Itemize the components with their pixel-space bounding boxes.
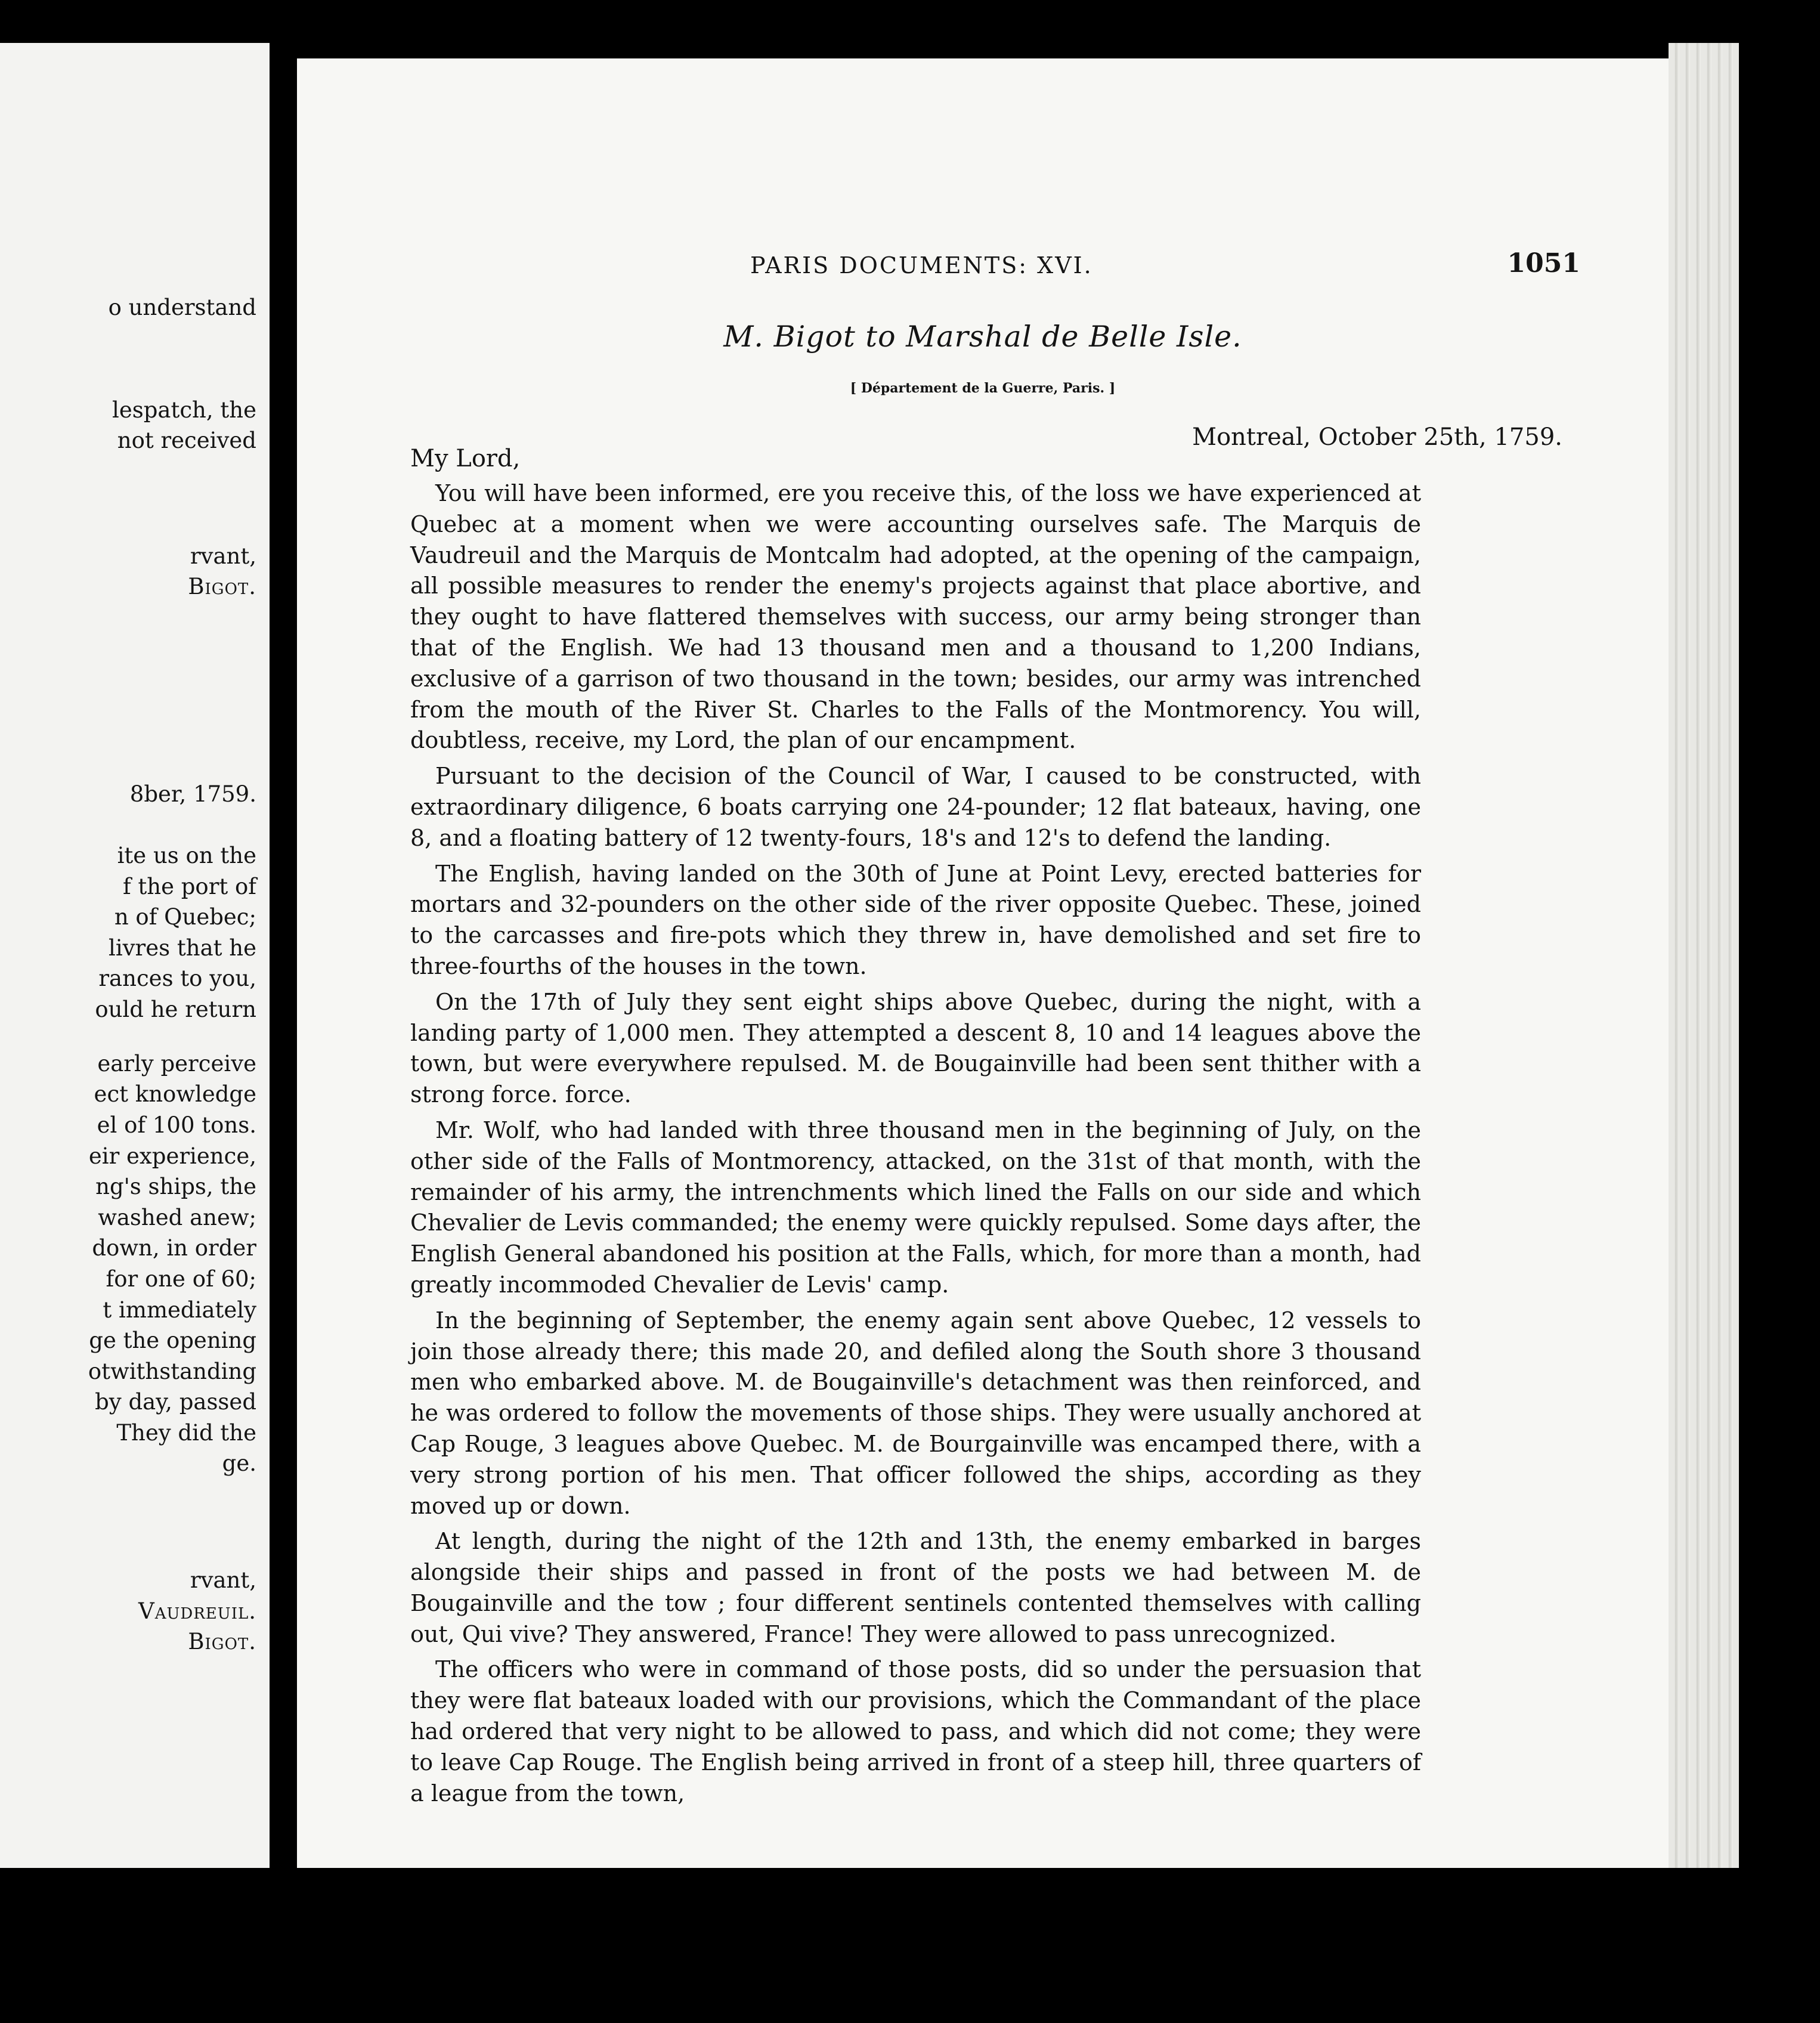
left-page-line: down, in order xyxy=(92,1235,256,1261)
paragraph-council-of-war: Pursuant to the decision of the Council of War, I caused to be constructed, with extraordinary diligence, 6 boats carrying one 24-pounder; 12 flat bateaux, having, one 8, and a floating battery of 12 twenty-fours, 18's and 12's to defend the landing. xyxy=(410,763,1421,851)
left-page-line: washed anew; xyxy=(98,1205,256,1230)
letter-title: M. Bigot to Marshal de Belle Isle. xyxy=(723,320,1242,354)
left-page-line: ge. xyxy=(222,1450,256,1476)
paragraph-night-landing: At length, during the night of the 12th and 13th, the enemy embarked in barges alongside their ships and passed in front of the posts we had between M. de Bougainville and the tow ; four different sentinels contented themselves with calling out, Qui vive? They answered, France! They were allowed to pass unrecognized. xyxy=(410,1528,1421,1647)
left-page-line: livres that he xyxy=(108,935,256,961)
left-page-line: by day, passed xyxy=(95,1389,256,1415)
letter-body xyxy=(410,478,1421,1809)
left-page-line: f the port of xyxy=(122,874,256,899)
left-page-fragment xyxy=(0,43,270,1868)
paragraph-officers: The officers who were in command of those posts, did so under the persuasion that they were flat bateaux loaded with our provisions, which the Commandant of the place had ordered that very night to be allowed to pass, and which did not come; they were to leave Cap Rouge. The English being arrived in front of a steep hill, three quarters of a league from the town, xyxy=(410,1656,1421,1807)
left-page-line: el of 100 tons. xyxy=(97,1112,256,1138)
paragraph-wolf-attack: Mr. Wolf, who had landed with three thousand men in the beginning of July, on the other side of the Falls of Montmorency, attacked, on the 31st of that month, with the remainder of his army, the intrenchments which lined the Falls on our side and which Chevalier de Levis commanded; the enemy were quickly repulsed. Some days after, the English General abandoned his position at the Falls, which, for more than a month, had greatly incommoded Chevalier de Levis' camp. xyxy=(410,1116,1421,1298)
left-page-signature: Bigot. xyxy=(188,1629,256,1654)
left-page-line: o understand xyxy=(108,295,256,320)
left-page-line: ng's ships, the xyxy=(95,1174,256,1199)
left-page-line: not received xyxy=(117,428,256,453)
left-page-line: eir experience, xyxy=(88,1143,256,1169)
salutation: My Lord, xyxy=(410,445,521,472)
place-date: Montreal, October 25th, 1759. xyxy=(1192,423,1562,451)
left-page-line: lespatch, the xyxy=(112,397,256,423)
book-page-edge xyxy=(1669,43,1739,1868)
running-header: PARIS DOCUMENTS: XVI. xyxy=(750,252,1093,279)
left-page-line: 8ber, 1759. xyxy=(129,781,256,807)
left-page-line: rances to you, xyxy=(98,966,256,991)
left-page-line: t immediately xyxy=(103,1297,256,1323)
left-page-line: ge the opening xyxy=(89,1328,256,1353)
book-gutter xyxy=(270,0,297,2023)
left-page-line: ect knowledge xyxy=(94,1081,256,1107)
paragraph-september: In the beginning of September, the enemy again sent above Quebec, 12 vessels to join those already there; this made 20, and defiled along the South shore 3 thousand men who embarked above. M. de Bougainville's detachment was then reinforced, and he was ordered to follow the movements of those ships. They were usually anchored at Cap Rouge, 3 leagues above Quebec. M. de Bourgainville was encamped there, with a very strong portion of his men. That officer followed the ships, according as they moved up or down. xyxy=(410,1307,1421,1519)
left-page-line: early perceive xyxy=(97,1051,256,1077)
left-page-line: n of Quebec; xyxy=(114,904,256,930)
paragraph-july-ships: On the 17th of July they sent eight ships above Quebec, during the night, with a landing party of 1,000 men. They attempted a descent 8, 10 and 14 leagues above the town, but were everywhere repulsed. M. de Bougainville had been sent thither with a strong force. force. xyxy=(410,988,1421,1108)
left-page-line: otwithstanding xyxy=(88,1359,256,1384)
left-page-line: ould he return xyxy=(95,997,256,1022)
page-number: 1051 xyxy=(1507,248,1580,279)
left-page-line: rvant, xyxy=(190,543,256,569)
paragraph-point-levy: The English, having landed on the 30th of June at Point Levy, erected batteries for mortars and 32-pounders on the other side of the river opposite Quebec. These, joined to the carcasses and fire-pots which they threw in, have demolished and set fire to three-fourths of the houses in the town. xyxy=(410,860,1421,979)
source-citation: [ Département de la Guerre, Paris. ] xyxy=(850,381,1116,396)
left-page-line: They did the xyxy=(116,1420,256,1446)
left-page-signature: Bigot. xyxy=(188,574,256,599)
left-page-line: for one of 60; xyxy=(106,1266,256,1292)
left-page-line: rvant, xyxy=(190,1567,256,1593)
left-page-signature: Vaudreuil. xyxy=(138,1598,256,1624)
left-page-line: ite us on the xyxy=(117,843,256,868)
main-document-page xyxy=(297,58,1669,1868)
paragraph-loss-of-quebec: You will have been informed, ere you receive this, of the loss we have experienced at Quebec at a moment when we were accounting ourselves safe. The Marquis de Vaudreuil and the Marquis de Montcalm had adopted, at the opening of the campaign, all possible measures to render the enemy's projects against that place abortive, and they ought to have flattered themselves with success, our army being stronger than that of the English. We had 13 thousand men and a thousand to 1,200 Indians, exclusive of a garrison of two thousand in the town; besides, our army was intrenched from the mouth of the River St. Charles to the Falls of the Montmorency. You will, doubtless, receive, my Lord, the plan of our encampment. xyxy=(410,480,1421,754)
